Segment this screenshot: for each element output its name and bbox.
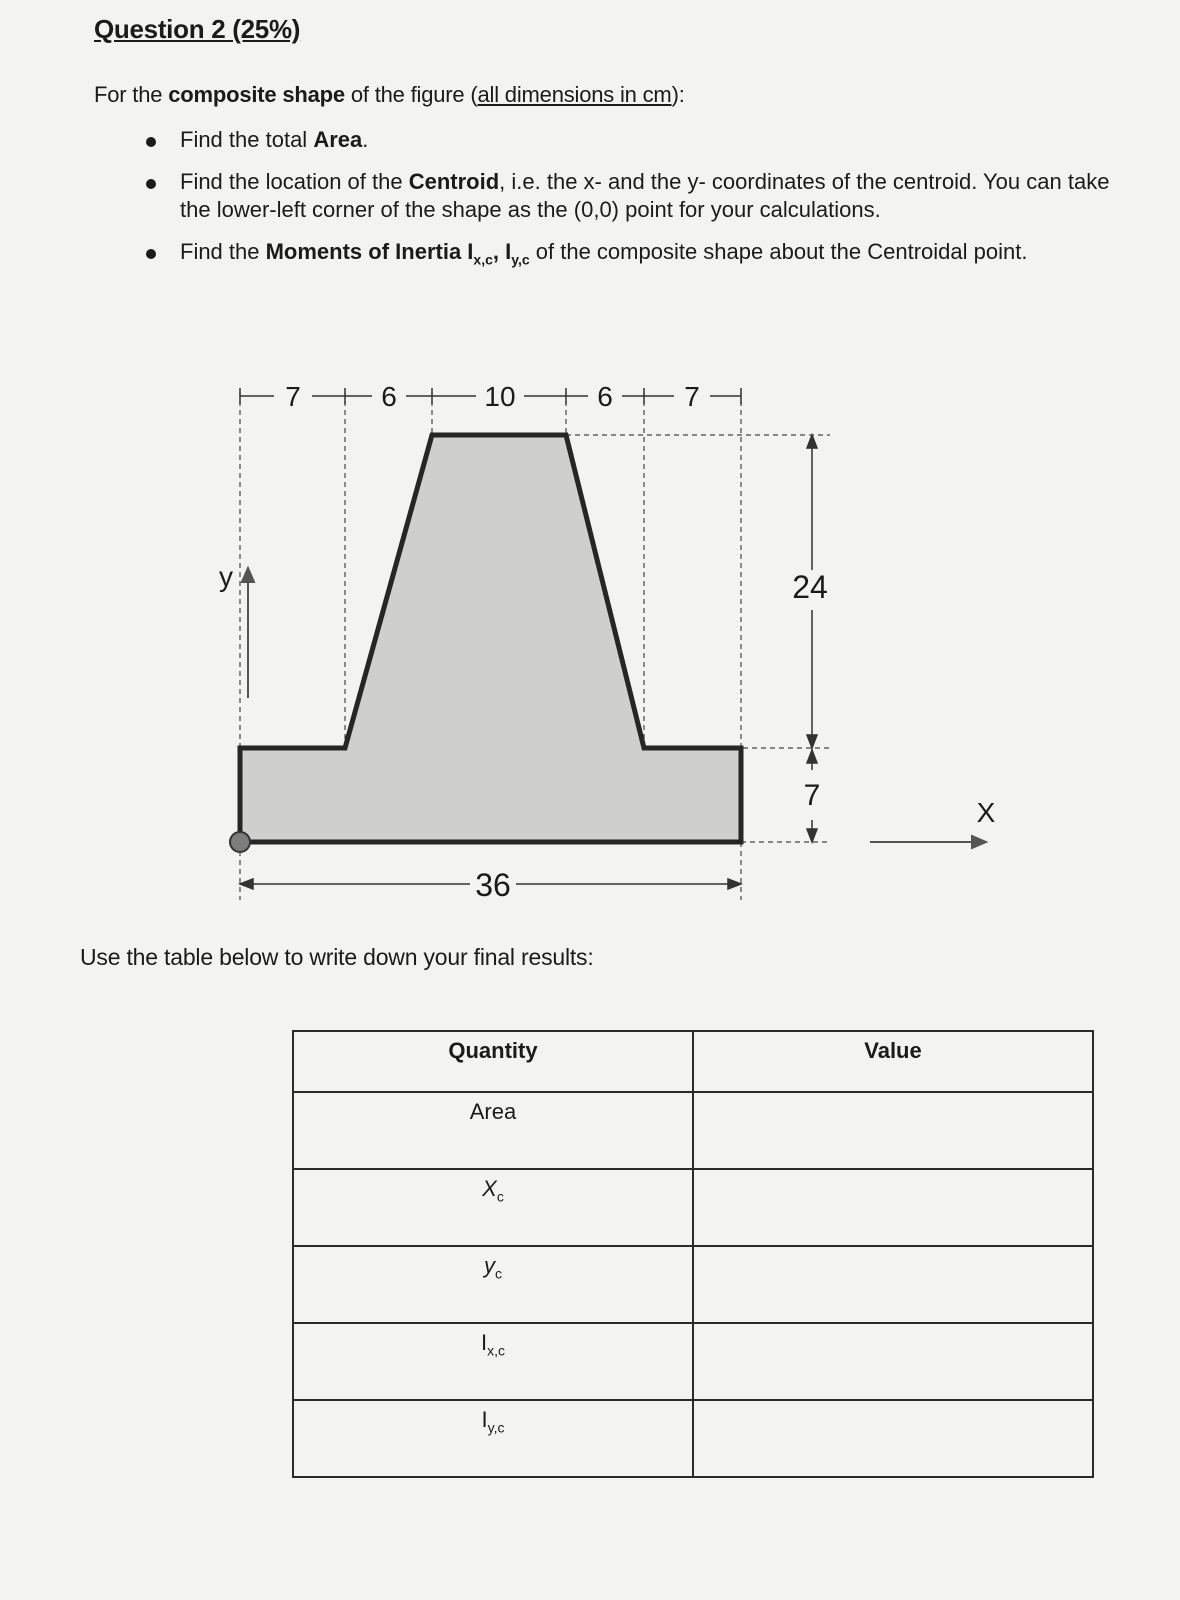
- origin-point: [230, 832, 250, 852]
- row-value-ixc[interactable]: [693, 1323, 1093, 1400]
- intro-bold: composite shape: [168, 82, 345, 107]
- row-value-area[interactable]: [693, 1092, 1093, 1169]
- composite-shape: [240, 435, 741, 842]
- x-axis-label: X: [976, 797, 996, 828]
- row-value-xc[interactable]: [693, 1169, 1093, 1246]
- intro-post: ):: [671, 82, 685, 107]
- iyc-sub: y,c: [487, 1419, 505, 1436]
- table-row: [293, 1246, 1093, 1323]
- task-inertia-sub2: y,c: [511, 251, 530, 268]
- task-inertia-sub1: x,c: [473, 251, 493, 268]
- task-inertia-bold: Moments of Inertia I: [265, 239, 474, 264]
- yc-label: y: [484, 1253, 495, 1278]
- row-label-xc: [293, 1169, 693, 1246]
- dim-height-lower: 7: [803, 779, 821, 812]
- task-area-post: .: [362, 127, 369, 152]
- task-area-pre: Find the total: [180, 127, 314, 152]
- row-label-area: [293, 1092, 693, 1169]
- table-row: [293, 1092, 1093, 1169]
- xc-label: X: [482, 1176, 497, 1201]
- dim-top-5: 7: [684, 381, 700, 412]
- y-axis-label: y: [219, 561, 233, 592]
- task-centroid-post: , i.e. the x- and the y- coordinates of the centroid. You can take the lower-left corner of the shape as the (0,0) point for your calculations.: [180, 169, 1110, 222]
- task-inertia-post: of the composite shape about the Centroidal point.: [529, 239, 1028, 264]
- dim-height-upper: 24: [792, 569, 828, 605]
- question-intro: [94, 82, 685, 108]
- task-inertia-pre: Find the: [180, 239, 266, 264]
- question-title: Question 2 (25%): [94, 14, 301, 44]
- ixc-label: I: [480, 1330, 488, 1355]
- table-row: [293, 1323, 1093, 1400]
- dim-top-4: 6: [597, 381, 613, 412]
- area-label: Area: [469, 1099, 517, 1124]
- task-inertia: [140, 238, 1130, 273]
- task-centroid: [140, 168, 1130, 224]
- intro-mid: of the figure (: [344, 82, 478, 107]
- yc-sub: c: [495, 1265, 502, 1282]
- task-centroid-pre: Find the location of the: [180, 169, 409, 194]
- ixc-sub: x,c: [487, 1342, 505, 1359]
- iyc-label: I: [481, 1407, 488, 1432]
- row-value-yc[interactable]: [693, 1246, 1093, 1323]
- row-label-ixc: [293, 1323, 693, 1400]
- header-quantity: Quantity: [293, 1031, 693, 1092]
- dim-bottom-width: 36: [475, 867, 511, 903]
- results-table: [292, 1030, 1094, 1478]
- row-label-iyc: [293, 1400, 693, 1477]
- dim-top-1: 7: [285, 381, 301, 412]
- task-centroid-bold: Centroid: [408, 169, 500, 194]
- header-value: Value: [693, 1031, 1093, 1092]
- row-label-yc: [293, 1246, 693, 1323]
- table-prompt: Use the table below to write down your final results:: [80, 944, 594, 970]
- task-inertia-mid: , I: [492, 239, 512, 264]
- table-header-row: [293, 1031, 1093, 1092]
- task-area-bold: Area: [313, 127, 363, 152]
- table-row: [293, 1169, 1093, 1246]
- dim-top-2: 6: [381, 381, 397, 412]
- dim-top-3: 10: [484, 381, 516, 412]
- task-list: [140, 126, 1130, 287]
- table-row: [293, 1400, 1093, 1477]
- xc-sub: c: [496, 1188, 504, 1205]
- task-area: [140, 126, 1130, 154]
- row-value-iyc[interactable]: [693, 1400, 1093, 1477]
- intro-pre: For the: [94, 82, 169, 107]
- composite-shape-figure: [0, 380, 1180, 920]
- intro-underlined: all dimensions in cm: [477, 82, 672, 107]
